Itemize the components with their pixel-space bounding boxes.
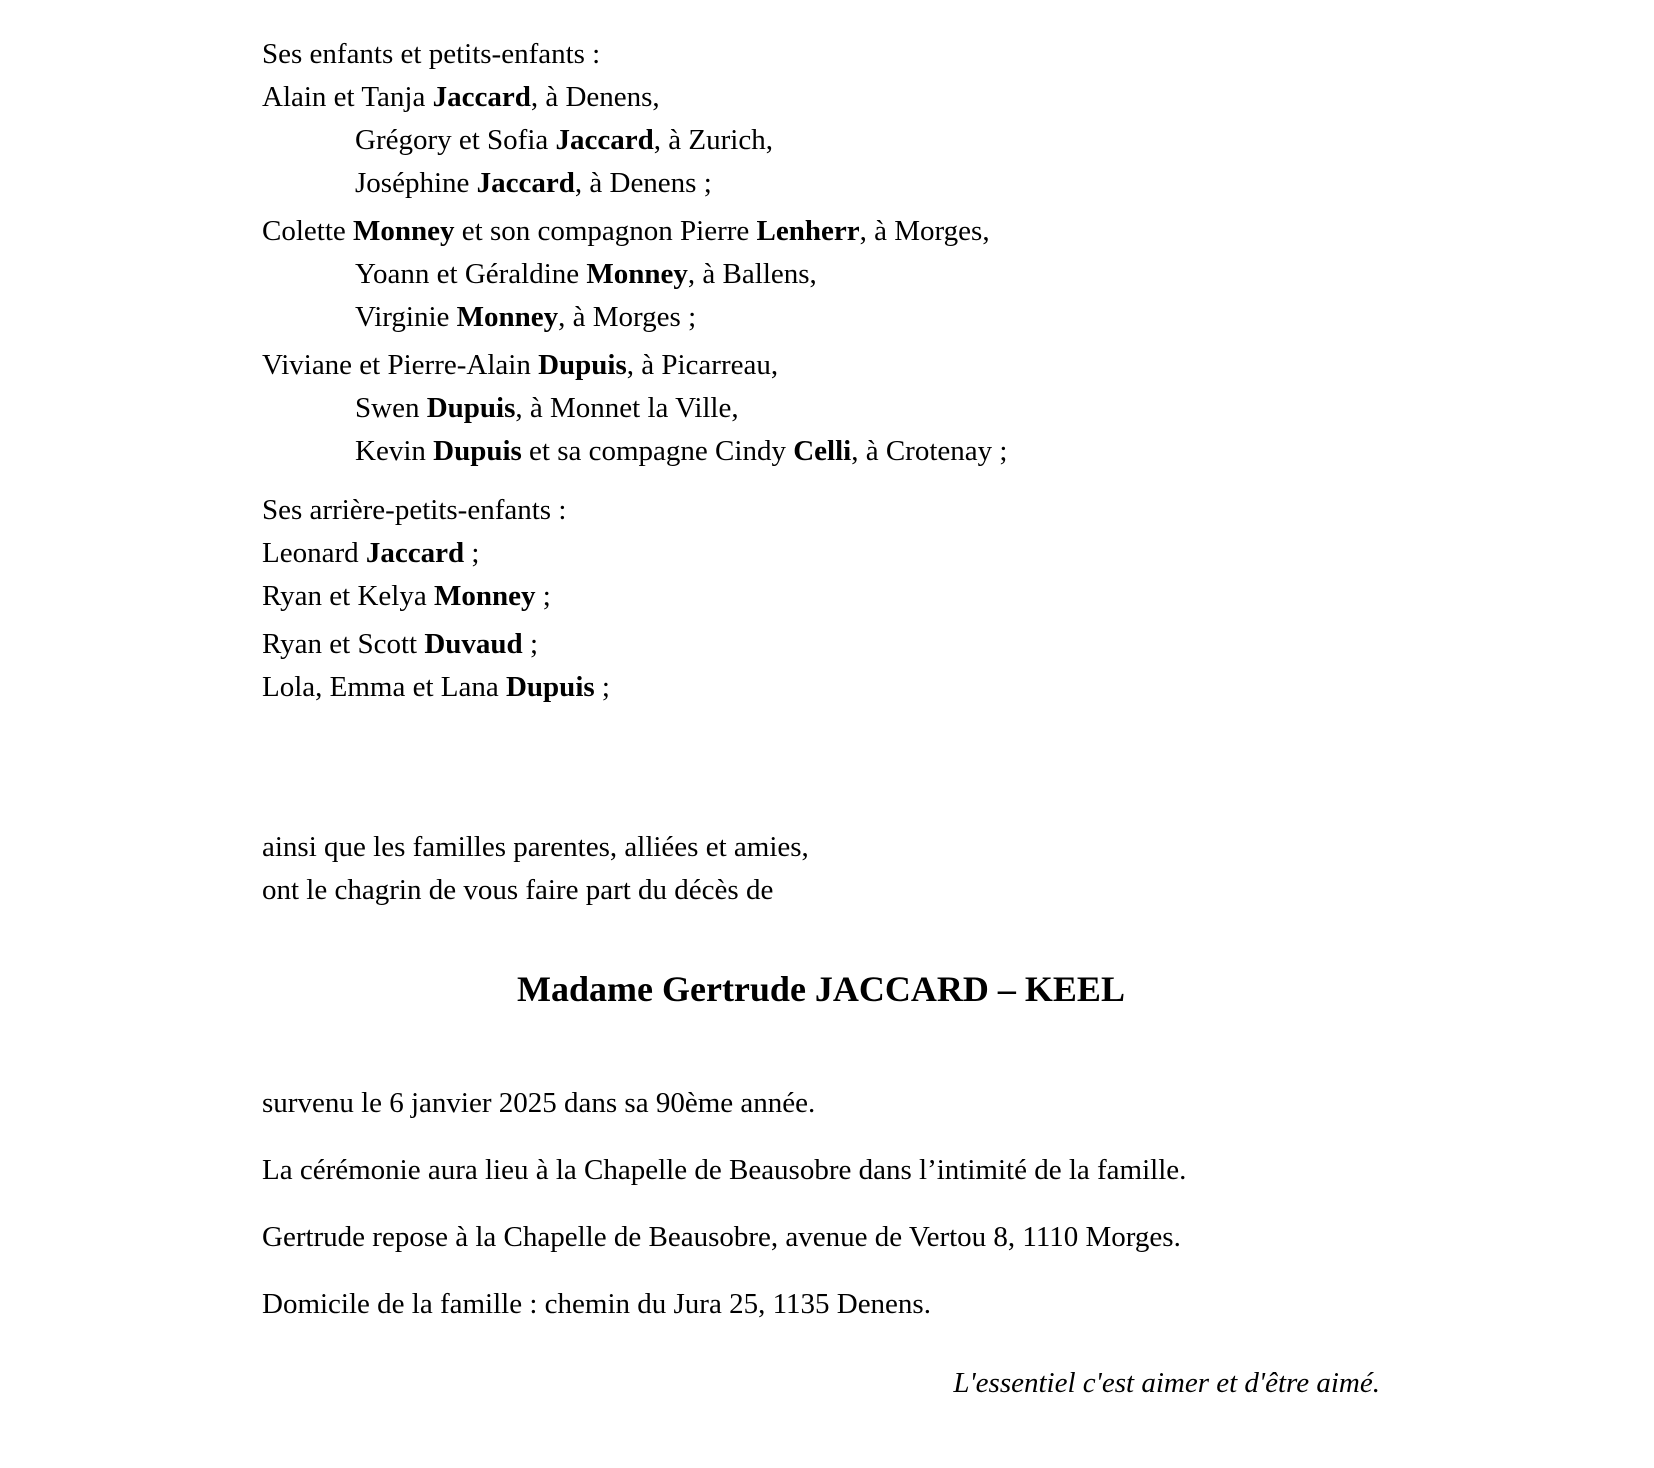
family-line <box>262 430 1380 473</box>
family-surname-bold: Monney <box>433 580 536 612</box>
text-segment: Colette <box>262 215 354 247</box>
text-segment: , à Monnet la Ville, <box>515 392 739 424</box>
text-segment: Ses arrière-petits-enfants : <box>262 494 567 526</box>
family-surname-bold: Monney <box>353 215 455 247</box>
detail-line: Domicile de la famille : chemin du Jura 25, 1135 Denens. <box>262 1288 931 1320</box>
details-section <box>262 1082 1380 1326</box>
family-surname-bold: Dupuis <box>426 392 516 424</box>
closing-section <box>262 826 1380 912</box>
text-segment: , à Denens ; <box>574 167 712 199</box>
text-segment: , à Zurich, <box>653 124 773 156</box>
text-segment: ; <box>594 671 610 703</box>
family-line <box>262 489 1380 532</box>
text-segment: ; <box>535 580 551 612</box>
text-segment: Ses enfants et petits-enfants : <box>262 38 601 70</box>
text-segment: ; <box>522 628 538 660</box>
text-segment: et son compagnon Pierre <box>454 215 757 247</box>
family-surname-bold: Jaccard <box>432 81 531 113</box>
text-segment: Virginie <box>355 301 457 333</box>
family-line <box>262 210 1380 253</box>
text-segment: Kevin <box>355 435 434 467</box>
family-surname-bold: Jaccard <box>476 167 575 199</box>
family-surname-bold: Dupuis <box>433 435 522 467</box>
family-line <box>262 532 1380 575</box>
text-segment: et sa compagne Cindy <box>521 435 794 467</box>
family-line <box>262 387 1380 430</box>
family-line <box>262 119 1380 162</box>
family-surname-bold: Dupuis <box>505 671 595 703</box>
family-line <box>262 253 1380 296</box>
text-segment: , à Morges ; <box>558 301 697 333</box>
text-segment: Lola, Emma et Lana <box>262 671 506 703</box>
text-segment: , à Denens, <box>530 81 660 113</box>
text-segment: ; <box>464 537 480 569</box>
text-segment: Alain et Tanja <box>262 81 433 113</box>
family-line <box>262 575 1380 618</box>
text-segment: Ryan et Kelya <box>262 580 434 612</box>
deceased-name-title: Madame Gertrude JACCARD – KEEL <box>517 969 1125 1009</box>
text-segment: , à Picarreau, <box>626 349 779 381</box>
family-surname-bold: Monney <box>586 258 688 290</box>
text-segment: Leonard <box>262 537 366 569</box>
family-surname-bold: Duvaud <box>424 628 523 660</box>
family-surname-bold: Lenherr <box>756 215 860 247</box>
family-surname-bold: Celli <box>793 435 852 467</box>
memorial-quote: L'essentiel c'est aimer et d'être aimé. <box>953 1367 1380 1399</box>
family-surname-bold: Jaccard <box>555 124 654 156</box>
text-segment: Grégory et Sofia <box>355 124 556 156</box>
detail-line: La cérémonie aura lieu à la Chapelle de Beausobre dans l’intimité de la famille. <box>262 1154 1187 1186</box>
text-segment: Joséphine <box>355 167 477 199</box>
text-segment: , à Ballens, <box>687 258 817 290</box>
text-segment: , à Morges, <box>859 215 990 247</box>
family-line <box>262 162 1380 205</box>
closing-line: ainsi que les familles parentes, alliées et amies, <box>262 831 809 863</box>
family-line <box>262 76 1380 119</box>
text-segment: Yoann et Géraldine <box>355 258 587 290</box>
family-line <box>262 666 1380 709</box>
text-segment: , à Crotenay ; <box>851 435 1008 467</box>
text-segment: Swen <box>355 392 427 424</box>
family-surname-bold: Dupuis <box>538 349 627 381</box>
detail-line: survenu le 6 janvier 2025 dans sa 90ème année. <box>262 1087 816 1119</box>
closing-line: ont le chagrin de vous faire part du décès de <box>262 874 774 906</box>
family-surname-bold: Monney <box>456 301 559 333</box>
detail-line: Gertrude repose à la Chapelle de Beausobre, avenue de Vertou 8, 1110 Morges. <box>262 1221 1181 1253</box>
family-section <box>262 33 1380 709</box>
text-segment: Ryan et Scott <box>262 628 425 660</box>
family-surname-bold: Jaccard <box>365 537 465 569</box>
family-line <box>262 33 1380 76</box>
family-line <box>262 344 1380 387</box>
text-segment: Viviane et Pierre-Alain <box>262 349 539 381</box>
family-line <box>262 296 1380 339</box>
family-line <box>262 623 1380 666</box>
